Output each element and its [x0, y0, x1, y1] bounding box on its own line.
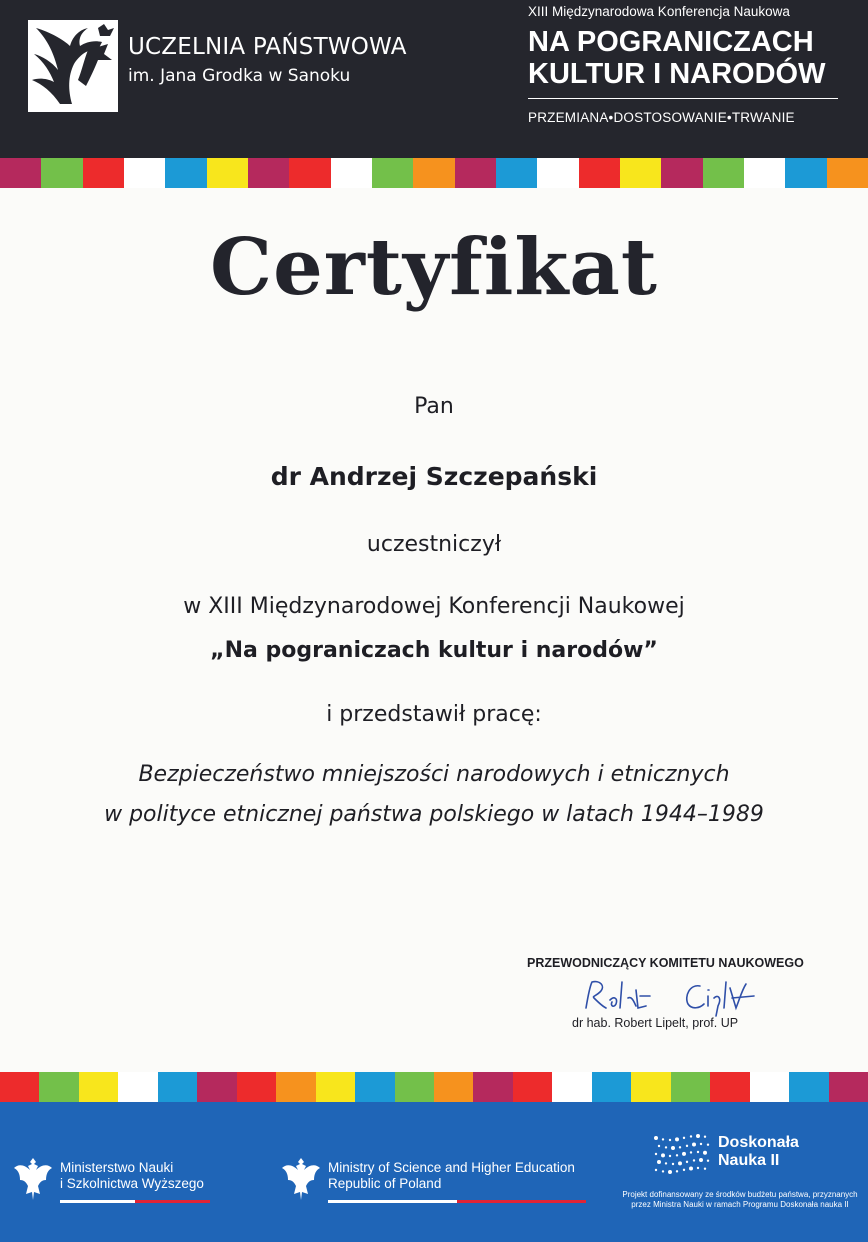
ministry-pl-line1: Ministerstwo Nauki — [60, 1160, 174, 1175]
color-square — [703, 158, 744, 188]
color-square — [789, 1072, 828, 1102]
ministry-pl — [60, 1160, 204, 1192]
color-squares-top — [0, 158, 868, 188]
handwritten-signature — [580, 972, 780, 1020]
header-banner — [0, 0, 868, 158]
dots-network-icon — [650, 1132, 714, 1180]
color-square — [83, 158, 124, 188]
color-square — [579, 158, 620, 188]
color-square — [744, 158, 785, 188]
color-square — [513, 1072, 552, 1102]
color-square — [413, 158, 454, 188]
university-name: UCZELNIA PAŃSTWOWA — [128, 34, 407, 60]
color-square — [455, 158, 496, 188]
color-square — [0, 158, 41, 188]
footer-banner — [0, 1102, 868, 1242]
flag-stripe-en — [328, 1200, 586, 1203]
color-square — [331, 158, 372, 188]
color-square — [39, 1072, 78, 1102]
participation-text: uczestniczył — [366, 532, 502, 557]
color-square — [829, 1072, 868, 1102]
conference-title-line2: KULTUR I NARODÓW — [528, 58, 826, 90]
color-square — [124, 158, 165, 188]
color-square — [434, 1072, 473, 1102]
color-square — [785, 158, 826, 188]
color-square — [41, 158, 82, 188]
color-square — [710, 1072, 749, 1102]
polish-eagle-icon — [280, 1154, 322, 1204]
conference-title-line1: NA POGRANICZACH — [528, 26, 814, 58]
color-square — [316, 1072, 355, 1102]
color-square — [631, 1072, 670, 1102]
ministry-en-line1: Ministry of Science and Higher Education — [328, 1160, 575, 1175]
programme-title-line1: Doskonała — [718, 1134, 799, 1151]
color-square — [661, 158, 702, 188]
color-squares-bottom — [0, 1072, 868, 1102]
ministry-en-line2: Republic of Poland — [328, 1176, 442, 1191]
color-square — [592, 1072, 631, 1102]
salutation: Pan — [414, 394, 454, 419]
color-square — [473, 1072, 512, 1102]
color-square — [197, 1072, 236, 1102]
color-square — [158, 1072, 197, 1102]
color-square — [248, 158, 289, 188]
color-square — [276, 1072, 315, 1102]
color-square — [372, 158, 413, 188]
ministry-pl-line2: i Szkolnictwa Wyższego — [60, 1176, 204, 1191]
color-square — [496, 158, 537, 188]
ministry-en — [328, 1160, 575, 1192]
color-square — [207, 158, 248, 188]
work-title-line2: w polityce etnicznej państwa polskiego w latach 1944–1989 — [104, 802, 764, 827]
flag-stripe-pl — [60, 1200, 210, 1203]
color-square — [0, 1072, 39, 1102]
recipient-name: dr Andrzej Szczepański — [270, 462, 598, 491]
color-square — [620, 158, 661, 188]
programme-title — [718, 1134, 799, 1170]
chair-name: dr hab. Robert Lipelt, prof. UP — [572, 1016, 739, 1030]
programme-title-line2: Nauka II — [718, 1152, 780, 1169]
conference-tagline: PRZEMIANA•DOSTOSOWANIE•TRWANIE — [528, 110, 795, 125]
color-square — [165, 158, 206, 188]
color-square — [79, 1072, 118, 1102]
conference-edition: XIII Międzynarodowa Konferencja Naukowa — [528, 4, 790, 19]
conference-line: w XIII Międzynarodowej Konferencji Naukowej — [183, 594, 685, 619]
programme-note: Projekt dofinansowany ze środków budżetu państwa, przyznanych przez Ministra Nauki w ramach Programu Doskonała nauka II — [622, 1190, 858, 1209]
work-title-line1: Bezpieczeństwo mniejszości narodowych i etnicznych — [138, 762, 730, 787]
color-square — [552, 1072, 591, 1102]
chair-role: PRZEWODNICZĄCY KOMITETU NAUKOWEGO — [527, 956, 804, 970]
color-square — [537, 158, 578, 188]
griffin-icon — [28, 20, 118, 112]
color-square — [289, 158, 330, 188]
color-square — [118, 1072, 157, 1102]
color-square — [827, 158, 868, 188]
color-square — [355, 1072, 394, 1102]
color-square — [395, 1072, 434, 1102]
conference-title — [528, 26, 825, 90]
color-square — [237, 1072, 276, 1102]
conference-divider — [528, 98, 838, 99]
color-square — [750, 1072, 789, 1102]
color-square — [671, 1072, 710, 1102]
university-logo — [28, 20, 118, 112]
certificate-title: Certyfikat — [210, 222, 658, 313]
conference-name: „Na pograniczach kultur i narodów” — [210, 638, 658, 663]
presented-text: i przedstawił pracę: — [326, 702, 542, 727]
university-subtitle: im. Jana Grodka w Sanoku — [128, 66, 351, 86]
polish-eagle-icon — [12, 1154, 54, 1204]
